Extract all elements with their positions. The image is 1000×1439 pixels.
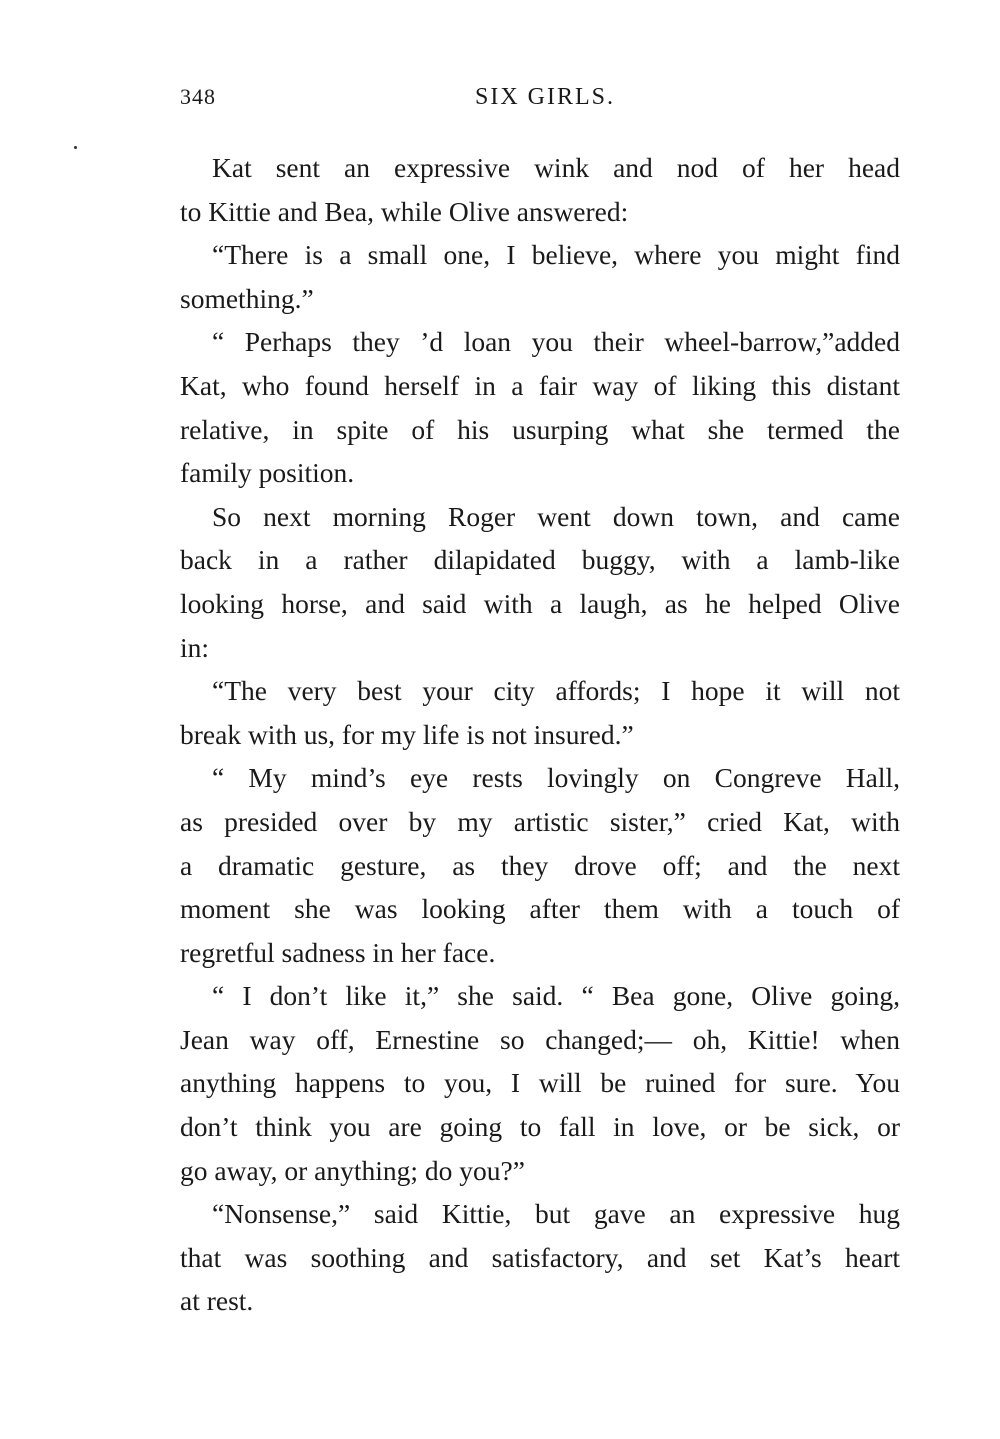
text-line: go away, or anything; do you?”	[180, 1154, 525, 1186]
text-line: break with us, for my life is not insured.”	[180, 718, 634, 750]
text-line: Jean way off, Ernestine so changed;— oh, Kittie! when	[180, 1023, 900, 1055]
text-line: “ I don’t like it,” she said. “ Bea gone, Olive going,	[212, 980, 900, 1012]
text-line: that was soothing and satisfactory, and set Kat’s heart	[180, 1241, 900, 1273]
text-line: don’t think you are going to fall in love, or be sick, or	[180, 1111, 900, 1143]
text-line: moment she was looking after them with a touch of	[180, 893, 900, 925]
text-line: anything happens to you, I will be ruined for sure. You	[180, 1067, 900, 1099]
text-line: family position.	[180, 457, 355, 489]
text-line: at rest.	[180, 1285, 254, 1317]
text-line: Kat sent an expressive wink and nod of her head	[212, 152, 900, 183]
text-line: regretful sadness in her face.	[180, 936, 496, 968]
text-line: in:	[180, 631, 210, 663]
text-line: to Kittie and Bea, while Olive answered:	[180, 195, 629, 227]
ink-speck	[74, 146, 77, 149]
text-line: “There is a small one, I believe, where you might find	[212, 239, 900, 271]
running-head: SIX GIRLS.	[474, 84, 615, 110]
text-line: relative, in spite of his usurping what she termed the	[180, 413, 900, 445]
page-number: 348	[180, 84, 216, 109]
text-line: “ Perhaps they ’d loan you their wheel-barrow,”added	[212, 326, 900, 358]
text-line: “The very best your city affords; I hope it will not	[212, 675, 900, 707]
text-line: So next morning Roger went down town, and came	[212, 500, 900, 532]
text-line: back in a rather dilapidated buggy, with a lamb-like	[180, 544, 900, 576]
text-line: “Nonsense,” said Kittie, but gave an expressive hug	[212, 1198, 900, 1230]
text-line: Kat, who found herself in a fair way of liking this distant	[180, 369, 900, 401]
text-line: a dramatic gesture, as they drove off; and the next	[180, 849, 900, 881]
page-header	[0, 84, 1000, 124]
text-line: something.”	[180, 282, 314, 314]
text-line: as presided over by my artistic sister,” cried Kat, with	[180, 805, 900, 837]
body-text	[180, 146, 900, 1323]
text-line: “ My mind’s eye rests lovingly on Congreve Hall,	[212, 762, 900, 794]
text-line: looking horse, and said with a laugh, as he helped Olive	[180, 587, 900, 619]
